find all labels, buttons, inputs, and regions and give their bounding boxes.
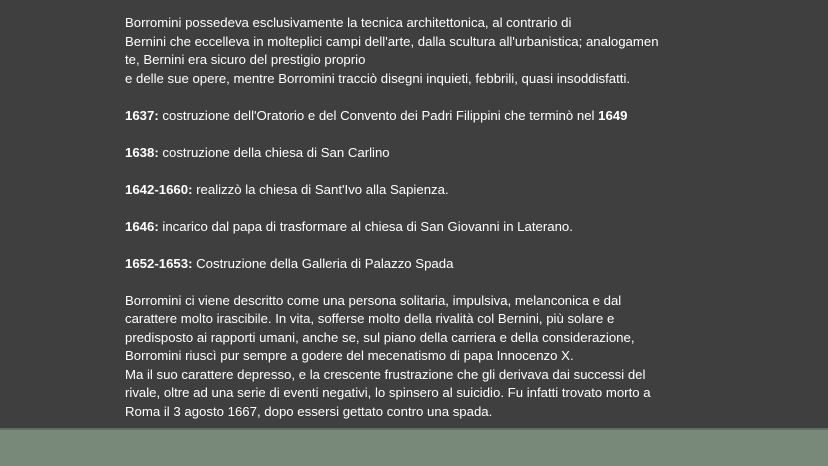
conclusion-line: predisposto ai rapporti umani, anche se, sul piano della carriera e della considerazione, bbox=[125, 329, 635, 345]
intro-paragraph bbox=[125, 14, 715, 88]
timeline-year: 1642-1660: bbox=[125, 181, 193, 197]
timeline-entry bbox=[125, 181, 715, 200]
conclusion-line: Borromini riuscì pur sempre a godere del mecenatismo di papa Innocenzo X. bbox=[125, 348, 574, 363]
timeline-year: 1638: bbox=[125, 144, 159, 160]
intro-line: e delle sue opere, mentre Borromini tracciò disegni inquieti, febbrili, quasi insoddisfatti. bbox=[125, 70, 631, 86]
conclusion-line: rivale, oltre ad una serie di eventi negativi, lo spinsero al suicidio. Fu infatti trovato morto a bbox=[125, 385, 651, 400]
timeline-entry bbox=[125, 218, 715, 237]
timeline-entry bbox=[125, 255, 715, 274]
conclusion-line: Roma il 3 agosto 1667, dopo essersi gettato contro una spada. bbox=[125, 403, 493, 419]
timeline-entry bbox=[125, 144, 715, 163]
intro-line: Borromini possedeva esclusivamente la tecnica architettonica, al contrario di bbox=[125, 15, 572, 30]
slide-body bbox=[125, 14, 715, 421]
timeline-text: costruzione della chiesa di San Carlino bbox=[158, 144, 390, 160]
timeline-end-year: 1649 bbox=[598, 107, 628, 123]
timeline-year: 1637: bbox=[125, 107, 159, 123]
timeline-text: Costruzione della Galleria di Palazzo Spada bbox=[192, 255, 454, 271]
conclusion-line: Borromini ci viene descritto come una persona solitaria, impulsiva, melanconica e dal bbox=[125, 292, 622, 308]
timeline-entry bbox=[125, 107, 715, 126]
timeline-text: incarico dal papa di trasformare al chiesa di San Giovanni in Laterano. bbox=[158, 218, 573, 234]
timeline-text: costruzione dell'Oratorio e del Convento dei Padri Filippini che terminò nel bbox=[158, 107, 599, 123]
timeline-year: 1646: bbox=[125, 218, 159, 234]
timeline-text: realizzò la chiesa di Sant'Ivo alla Sapienza. bbox=[192, 181, 449, 197]
conclusion-line: Ma il suo carattere depresso, e la crescente frustrazione che gli derivava dai successi del bbox=[125, 366, 646, 382]
conclusion-paragraph bbox=[125, 292, 715, 422]
footer-bar bbox=[0, 430, 828, 466]
intro-line: te, Bernini era sicuro del prestigio proprio bbox=[125, 52, 366, 67]
conclusion-line: carattere molto irascibile. In vita, sofferse molto della rivalità col Bernini, più solare e bbox=[125, 311, 615, 326]
intro-line: Bernini che eccelleva in molteplici campi dell'arte, dalla scultura all'urbanistica; analogamen bbox=[125, 33, 659, 49]
timeline-year: 1652-1653: bbox=[125, 255, 193, 271]
